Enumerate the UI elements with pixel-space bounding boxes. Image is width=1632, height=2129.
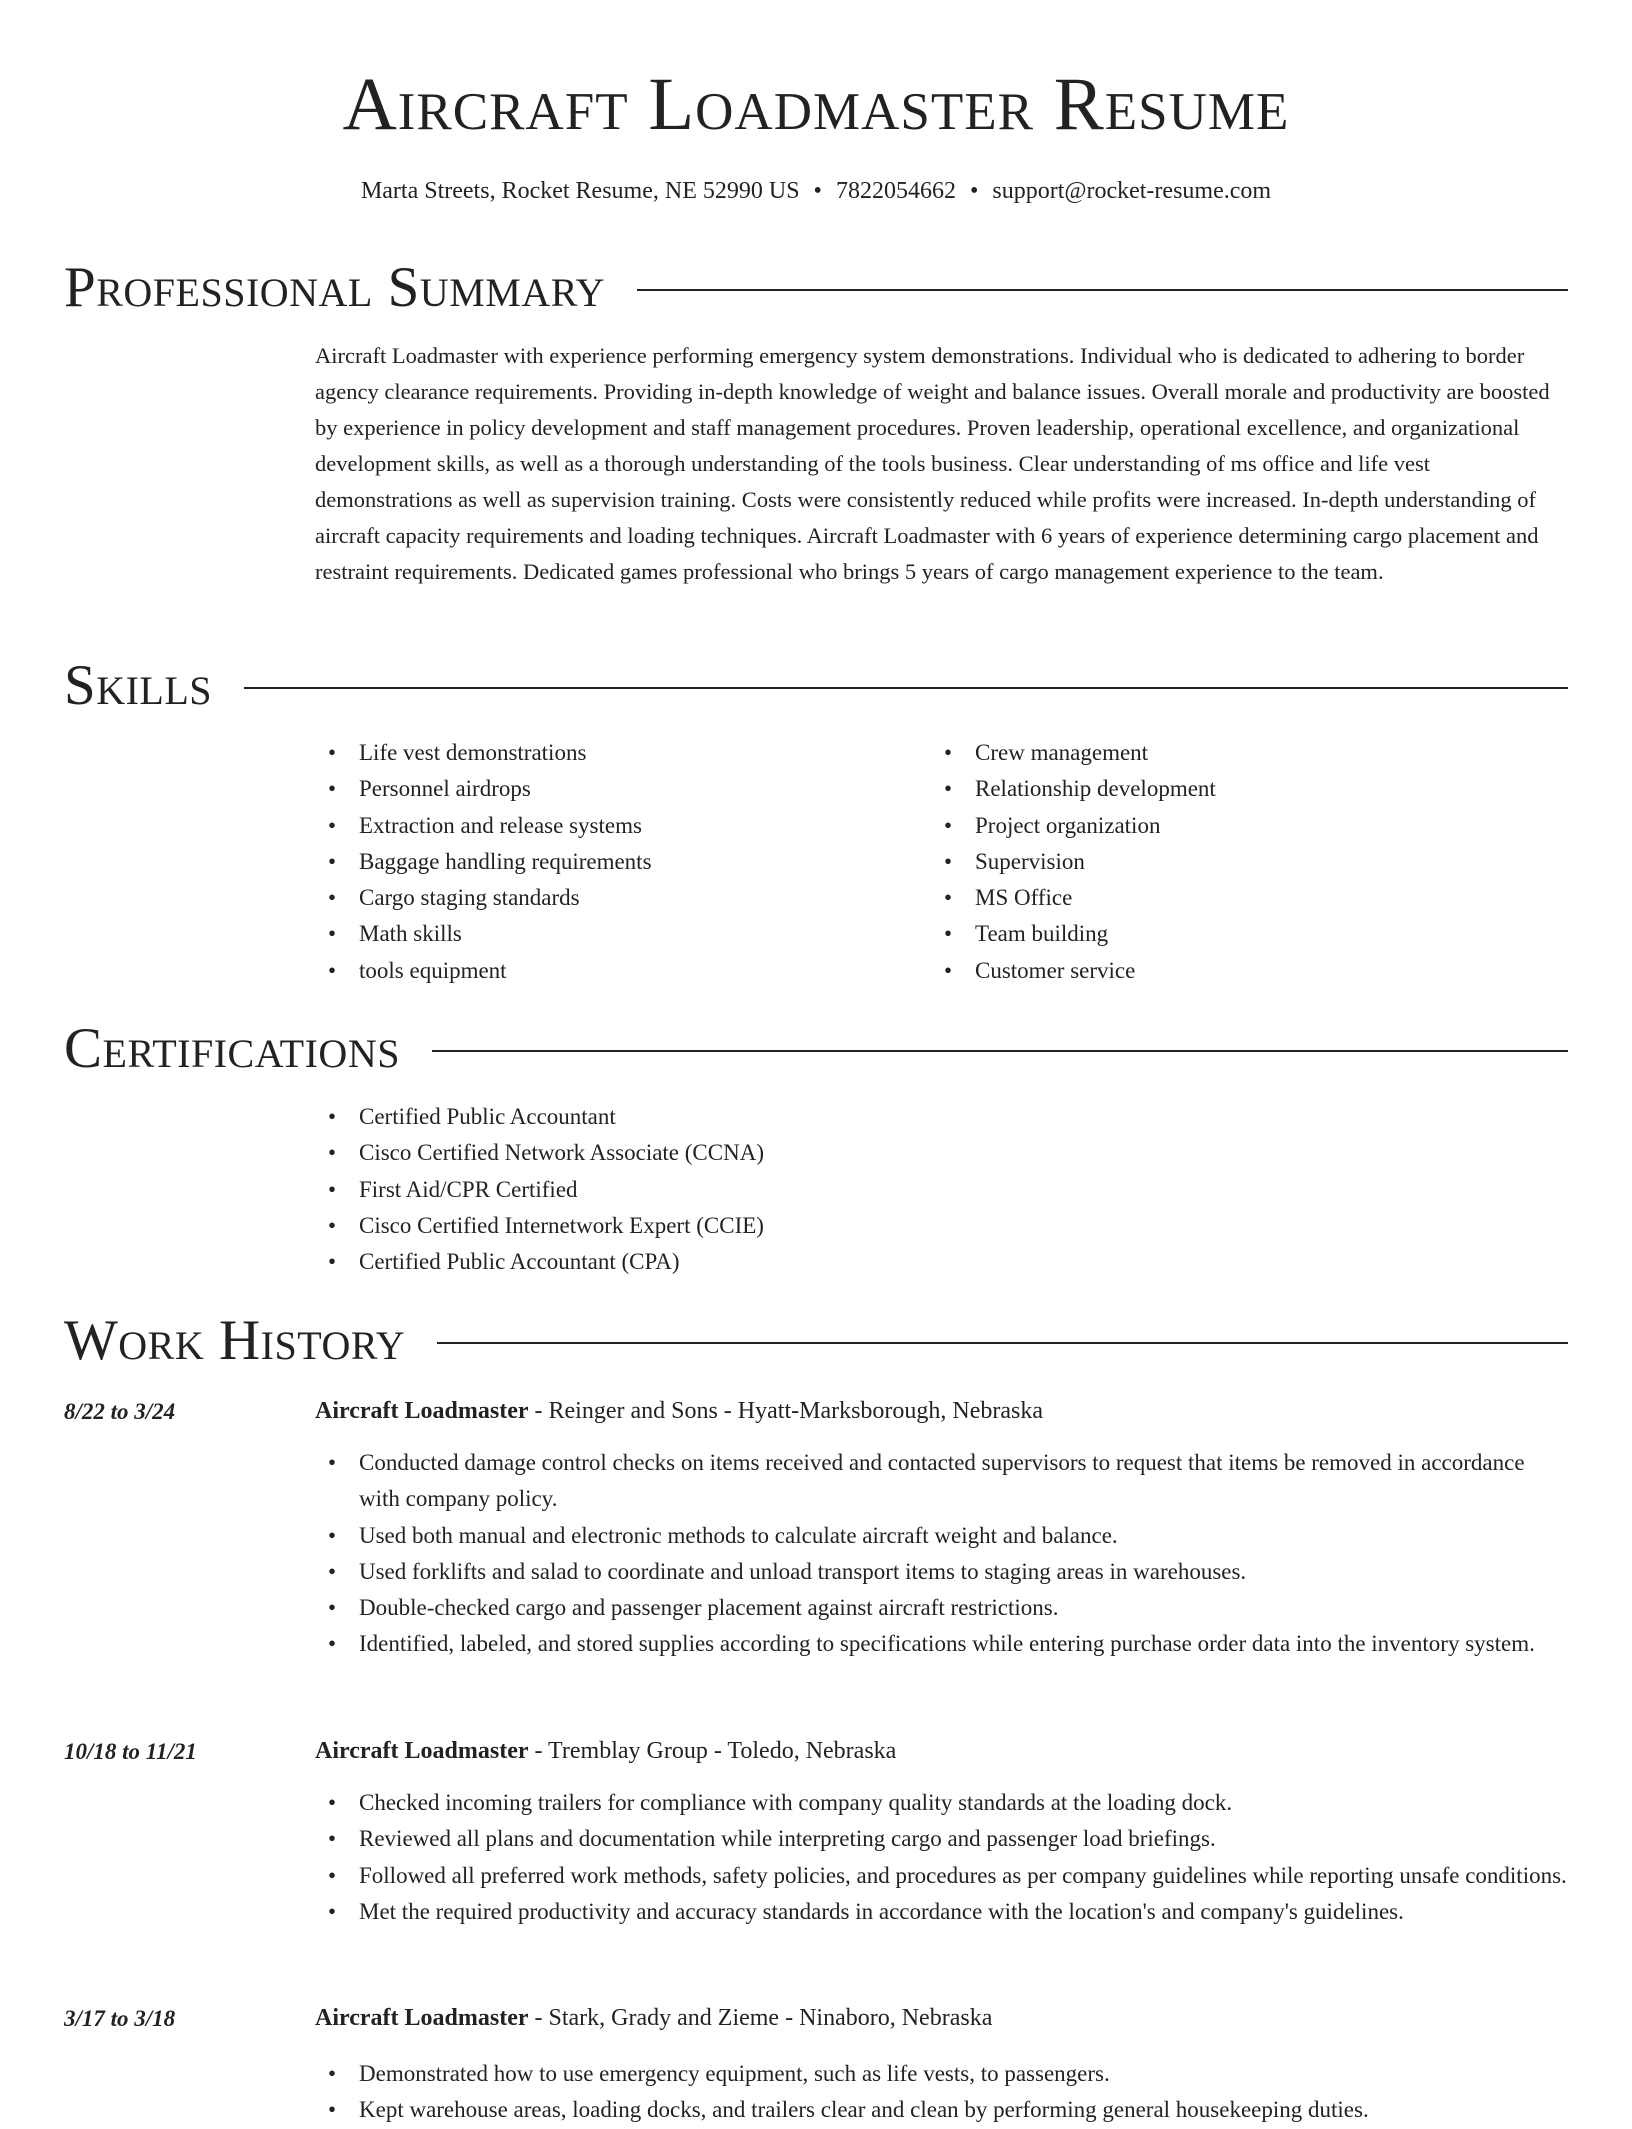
skill-item: • Project organization [931, 808, 1531, 844]
job-heading [315, 1393, 1043, 1429]
job-heading [315, 2000, 992, 2036]
skill-item: • Relationship development [931, 771, 1531, 807]
skill-item: • tools equipment [315, 953, 915, 989]
resume-title: Aircraft Loadmaster Resume [342, 63, 1290, 146]
section-divider [437, 1342, 1568, 1344]
skills-list-right [931, 735, 1531, 989]
skills-list-left [315, 735, 915, 989]
skill-item: • Baggage handling requirements [315, 844, 915, 880]
job-bullet: • Checked incoming trailers for compliance with company quality standards at the loading dock. [315, 1785, 1569, 1821]
skill-item: • Extraction and release systems [315, 808, 915, 844]
certification-item: • Cisco Certified Network Associate (CCNA) [315, 1135, 1315, 1171]
job-title: Aircraft Loadmaster [315, 2005, 529, 2031]
skill-item: • Customer service [931, 953, 1531, 989]
job-bullets [315, 2056, 1569, 2129]
job-dates: 3/17 to 3/18 [64, 2006, 176, 2031]
job-title: Aircraft Loadmaster [315, 1398, 529, 1424]
section-header-skills [64, 650, 1568, 720]
skill-item: • Team building [931, 916, 1531, 952]
contact-phone: 7822054662 [835, 178, 956, 204]
skill-item: • Cargo staging standards [315, 880, 915, 916]
section-header-summary [64, 252, 1568, 322]
contact-email[interactable]: support@rocket-resume.com [992, 178, 1272, 204]
contact-separator: • [813, 178, 822, 204]
job-title: Aircraft Loadmaster [315, 1738, 529, 1764]
skill-item: • Life vest demonstrations [315, 735, 915, 771]
skill-item: • Math skills [315, 916, 915, 952]
skill-item: • MS Office [931, 880, 1531, 916]
job-bullet: • Identified, labeled, and stored supplies according to specifications while entering purchase order data into the inventory system. [315, 1626, 1569, 1662]
section-header-work-history [64, 1305, 1568, 1375]
contact-address: Marta Streets, Rocket Resume, NE 52990 US [360, 178, 800, 204]
skill-item: • Personnel airdrops [315, 771, 915, 807]
section-divider [432, 1050, 1568, 1052]
job-bullet: • Double-checked cargo and passenger placement against aircraft restrictions. [315, 1590, 1569, 1626]
section-divider [244, 687, 1568, 689]
skill-item: • Crew management [931, 735, 1531, 771]
job-dates: 8/22 to 3/24 [64, 1399, 176, 1424]
job-bullet: • Used forklifts and salad to coordinate and unload transport items to staging areas in warehouses. [315, 1554, 1569, 1590]
summary-text: Aircraft Loadmaster with experience performing emergency system demonstrations. Individual who is dedicated to adhering to border agency clearance requirements. Providing in-depth knowledge of weight and balance issues. Overall morale and productivity are boosted by experience in policy development and staff management procedures. Proven leadership, operational excellence, and organizational development skills, as well as a thorough understanding of the tools business. Clear understanding of ms office and life vest demonstrations as well as supervision training. Costs were consistently reduced while profits were increased. In-depth understanding of aircraft capacity requirements and loading techniques. Aircraft Loadmaster with 6 years of experience determining cargo placement and restraint requirements. Dedicated games professional who brings 5 years of cargo management experience to the team. [315, 343, 1550, 584]
job-bullets [315, 1445, 1569, 1663]
job-bullet: • Conducted damage control checks on items received and contacted supervisors to request that items be removed in accordance with company policy. [315, 1445, 1569, 1518]
job-heading [315, 1733, 896, 1769]
job-dates: 10/18 to 11/21 [64, 1739, 197, 1764]
certification-item: • Certified Public Accountant (CPA) [315, 1244, 1315, 1280]
contact-line [0, 174, 1632, 208]
skill-item: • Supervision [931, 844, 1531, 880]
job-bullet: • Reviewed all plans and documentation while interpreting cargo and passenger load briefings. [315, 1821, 1569, 1857]
job-bullet: • Demonstrated how to use emergency equipment, such as life vests, to passengers. [315, 2056, 1569, 2092]
certifications-list [315, 1099, 1315, 1280]
section-header-certifications [64, 1013, 1568, 1083]
section-title-skills: Skills [64, 653, 213, 717]
section-title-certifications: Certifications [64, 1016, 400, 1080]
certification-item: • First Aid/CPR Certified [315, 1172, 1315, 1208]
job-bullet: • Kept warehouse areas, loading docks, and trailers clear and clean by performing general housekeeping duties. [315, 2092, 1569, 2128]
job-bullet: • Met the required productivity and accuracy standards in accordance with the location's and company's guidelines. [315, 1894, 1569, 1930]
job-bullet: • Followed all preferred work methods, safety policies, and procedures as per company guidelines while reporting unsafe conditions. [315, 1858, 1569, 1894]
section-title-work-history: Work History [64, 1308, 406, 1372]
job-bullet: • Used both manual and electronic methods to calculate aircraft weight and balance. [315, 1518, 1569, 1554]
section-divider [637, 289, 1568, 291]
job-company-location: - Tremblay Group - Toledo, Nebraska [528, 1738, 897, 1764]
contact-separator: • [969, 178, 979, 204]
job-bullets [315, 1785, 1569, 1930]
job-company-location: - Stark, Grady and Zieme - Ninaboro, Nebraska [528, 2005, 993, 2031]
certification-item: • Cisco Certified Internetwork Expert (CCIE) [315, 1208, 1315, 1244]
certification-item: • Certified Public Accountant [315, 1099, 1315, 1135]
section-title-summary: Professional Summary [64, 255, 606, 319]
job-company-location: - Reinger and Sons - Hyatt-Marksborough, Nebraska [528, 1398, 1044, 1424]
